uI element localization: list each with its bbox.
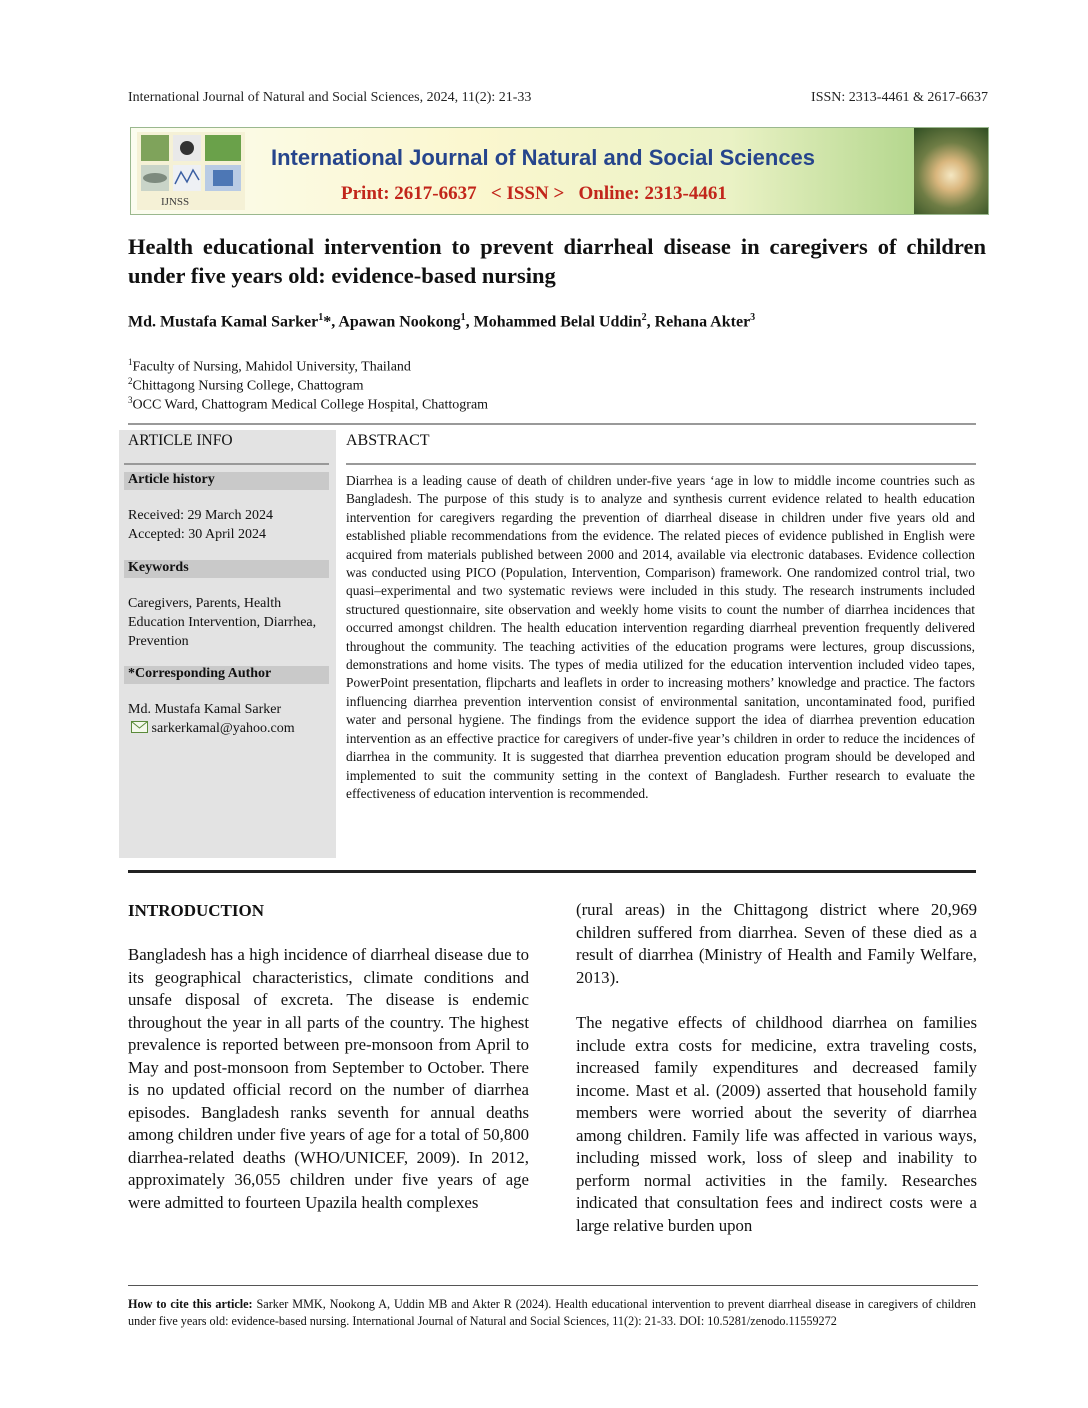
corresponding-author-label: *Corresponding Author — [128, 666, 272, 681]
citation-label: How to cite this article: — [128, 1297, 253, 1311]
divider — [346, 463, 976, 465]
keywords-label: Keywords — [128, 560, 189, 575]
affiliation: $^1$Faculty of Nursing, Mahidol University, Thailand — [128, 357, 411, 375]
author-name: Apawan Nookong — [338, 313, 461, 331]
envelope-icon — [131, 721, 148, 733]
logo-text: IJNSS — [161, 196, 190, 208]
email-row — [131, 719, 295, 738]
corresponding-email[interactable]: sarkerkamal@yahoo.com — [151, 721, 295, 736]
corresponding-author-name: Md. Mustafa Kamal Sarker — [128, 702, 282, 717]
accepted-date: Accepted: 30 April 2024 — [128, 527, 267, 542]
body-paragraph: Bangladesh has a high incidence of diarrheal disease due to its geographical characteristics, climate conditions and unsafe disposal of excreta. The disease is endemic throughout the year in all parts of the country. The highest prevalence is reported between pre-monsoon from April to May and post-monsoon from September to October. There is no updated official record on the number of diarrhea episodes. Bangladesh ranks seventh for annual deaths among children under five years of age for a total of 50,800 diarrhea-related deaths (WHO/UNICEF, 2009). In 2012, approximately 36,055 children under five years of age were admitted to fourteen Upazila health complexes — [128, 945, 529, 1212]
received-date: Received: 29 March 2024 — [128, 508, 274, 523]
affiliation: $^2$Chittagong Nursing College, Chattogram — [128, 376, 364, 394]
keywords: Caregivers, Parents, Health Education Intervention, Diarrhea, Prevention — [128, 596, 317, 649]
author-name: Md. Mustafa Kamal Sarker — [128, 313, 319, 331]
author-name: Mohammed Belal Uddin — [473, 313, 642, 331]
body-paragraph: The negative effects of childhood diarrhea on families include extra costs for medicine, extra traveling costs, increased family expenditures and decreased family income. Mast et al. (2009) asserted that household family members were worried about the severity of diarrhea among children. Family life was affected in various ways, including missed work, loss of sleep and inability to perform normal activities in the family. Researches indicated that consultation fees and indirect costs were a large relative burden upon — [576, 1013, 977, 1235]
banner-issn: Print: 2617-6637 < ISSN > Online: 2313-4461 — [341, 183, 727, 204]
introduction-heading: INTRODUCTION — [128, 901, 265, 920]
journal-logo — [137, 132, 245, 210]
journal-banner — [130, 127, 989, 215]
article-history-label: Article history — [128, 472, 215, 487]
affiliation: $^3$OCC Ward, Chattogram Medical College Hospital, Chattogram — [128, 395, 489, 413]
journal-reference: International Journal of Natural and Social Sciences, 2024, 11(2): 21-33 — [128, 90, 532, 105]
divider — [128, 870, 976, 873]
author-list: Md. Mustafa Kamal Sarker$^1$*, Apawan Nookong$^1$, Mohammed Belal Uddin$^2$, Rehana Akter$^3$ — [128, 312, 756, 331]
article-title: Health educational intervention to prevent diarrheal disease in caregivers of children under five years old: evidence-based nursing — [128, 234, 986, 288]
body-paragraph: (rural areas) in the Chittagong district where 20,969 children suffered from diarrhea. Seven of these died as a result of diarrhea (Ministry of Health and Family Welfare, 2013). — [576, 900, 977, 987]
banner-photo — [914, 128, 988, 214]
abstract-heading: ABSTRACT — [346, 432, 430, 449]
divider — [124, 463, 329, 465]
divider — [128, 1285, 978, 1286]
divider — [128, 423, 976, 425]
article-info-heading: ARTICLE INFO — [128, 432, 233, 449]
banner-title: International Journal of Natural and Social Sciences — [271, 145, 816, 170]
abstract-text: Diarrhea is a leading cause of death of children under-five years ‘age in low to middle income countries such as Bangladesh. The purpose of this study is to analyze and synthesis current evidence related to health education intervention for caregivers regarding the prevention of diarrheal disease in children under five years old and established pliable recommendations from the evidence. The related pieces of evidence published in English were acquired from materials published between 2000 and 2014, available via electronic databases. Evidence collection was conducted using PICO (Population, Intervention, Comparison) framework. One randomized control trial, two quasi–experimental and two systematic reviews were included in this study. The research instruments included structured questionnaire, site observation and weekly home visits to count the number of diarrhea incidences that occurred amongst children. The health education intervention regarding diarrheal prevention frequently delivered throughout the community. The teaching activities of the education programs were lectures, group discussions, demonstrations and home visits. The types of media utilized for the education intervention included video tapes, PowerPoint presentation, flipcharts and leaflets in order to increasing mothers’ knowledge and practice. The factors influencing diarrhea prevention intervention consist of environmental sanitation, uncontaminated food, purified water and personal hygiene. The findings from the evidence support the idea of diarrhea prevention education intervention as an effective practice for caregivers of under-five year’s children in order to reduce the incidences of diarrhea in the community. It is suggested that diarrhea prevention education program should be developed and implemented to suit the community setting in the context of Bangladesh. Further research to evaluate the effectiveness of education intervention is recommended. — [346, 473, 975, 801]
citation-text: Sarker MMK, Nookong A, Uddin MB and Akter R (2024). Health educational intervention to prevent diarrheal disease in caregivers of children under five years old: evidence-based nursing. International Journal of Natural and Social Sciences, 11(2): 21-33. DOI: 10.5281/zenodo.11559272 — [128, 1297, 977, 1328]
issn-header: ISSN: 2313-4461 & 2617-6637 — [811, 90, 988, 105]
citation — [128, 1296, 976, 1329]
author-name: Rehana Akter — [654, 313, 751, 331]
